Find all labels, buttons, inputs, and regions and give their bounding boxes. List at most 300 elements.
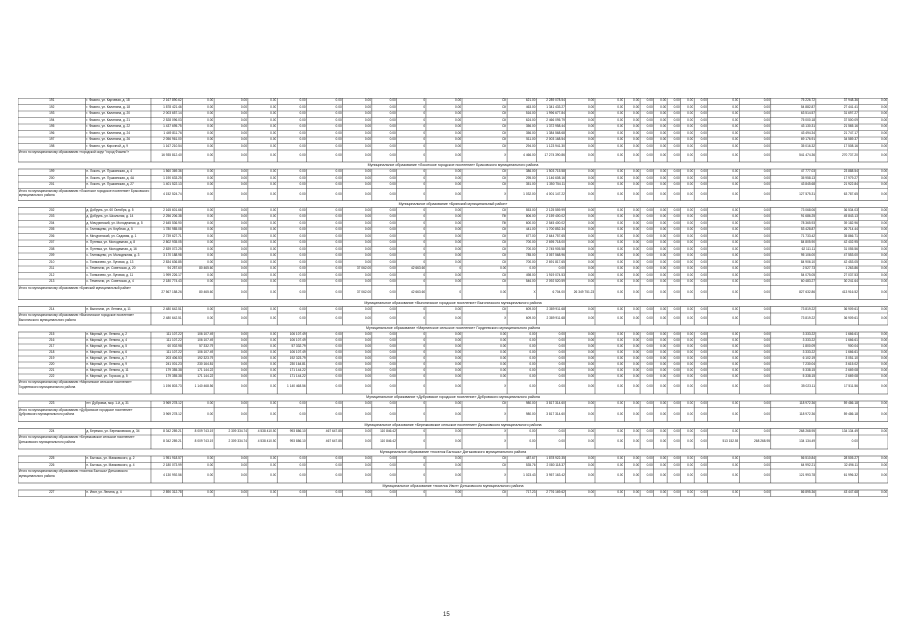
value-cell: 0.00	[646, 456, 653, 461]
value-cell: 0.00	[364, 401, 372, 406]
total-cell: 0.00	[633, 191, 640, 196]
value-cell: 0.00	[617, 272, 624, 277]
value-cell: 111 107.22	[166, 332, 182, 337]
address-cell: д. Добрунь, ул. 60 Октября, д. 5	[86, 207, 134, 212]
value-cell: 0.00	[660, 233, 667, 238]
total-cell: 0.00	[335, 411, 342, 416]
value-cell: 0.00	[587, 207, 595, 212]
value-cell: 0.00	[335, 182, 342, 187]
value-cell: 0.00	[454, 227, 462, 232]
total-cell: 127 575.31	[799, 191, 816, 196]
value-cell: 0.00	[335, 227, 342, 232]
value-cell: 0.00	[633, 456, 640, 461]
value-cell: 0.00	[207, 111, 214, 116]
value-cell: ПК	[502, 214, 507, 219]
row-number: 203	[49, 214, 55, 219]
value-cell: 0	[423, 259, 426, 264]
value-cell: 1 951 918.57	[163, 456, 182, 461]
value-cell: 0.00	[763, 428, 770, 433]
value-cell: 0.00	[646, 240, 653, 245]
value-cell: 0.00	[880, 124, 888, 129]
value-cell: 621.00	[525, 98, 536, 103]
value-cell: 0.00	[763, 456, 770, 461]
value-cell: 1 999 226.17	[163, 272, 182, 277]
value-cell: 0.00	[240, 246, 248, 251]
total-cell: 0.00	[646, 411, 653, 416]
total-cell: 35 023.11	[801, 384, 816, 389]
total-cell: 1 023.43	[523, 473, 536, 478]
value-cell: 0.00	[364, 332, 372, 337]
total-cell: 0.00	[763, 191, 770, 196]
value-cell: 0.00	[389, 272, 396, 277]
value-cell: 0.00	[617, 137, 624, 142]
value-cell: 0.00	[617, 350, 624, 355]
value-cell: 0.00	[732, 374, 739, 379]
row-number: 218	[49, 350, 55, 355]
total-cell: 0.00	[587, 473, 595, 478]
value-cell: 0.00	[529, 368, 536, 373]
value-cell: 0	[423, 344, 426, 349]
value-cell: 0.00	[240, 207, 248, 212]
value-cell: 5 338.15	[802, 368, 816, 373]
value-cell: 1 666.61	[845, 338, 858, 343]
value-cell: 0.00	[633, 362, 640, 367]
total-cell: 0.00	[240, 191, 248, 196]
value-cell: СК	[502, 246, 507, 251]
value-cell: 0.00	[673, 240, 680, 245]
value-cell: 0.00	[617, 428, 624, 433]
value-cell: 2 159 400.02	[546, 214, 565, 219]
row-number: 212	[49, 272, 55, 277]
value-cell: 0.00	[660, 137, 667, 142]
value-cell: 0.00	[587, 462, 595, 467]
value-cell: 386.00	[525, 169, 536, 174]
total-cell: 0.00	[673, 384, 680, 389]
value-cell: 21 565.16	[843, 124, 858, 129]
value-cell: 0.00	[617, 98, 624, 103]
row-number: 194	[49, 117, 55, 122]
value-cell: 53 428.87	[800, 227, 816, 232]
value-cell: 700.00	[525, 246, 536, 251]
total-cell: X	[504, 384, 507, 389]
total-cell: 0.00	[617, 439, 624, 444]
row-number: 202	[49, 207, 55, 212]
value-cell: 0.00	[732, 227, 739, 232]
value-cell: 0.00	[500, 356, 507, 361]
value-cell: 0.00	[633, 332, 640, 337]
value-cell: 806.00	[525, 214, 536, 219]
value-cell: 1 878 922.35	[546, 456, 565, 461]
value-cell: 0.00	[687, 462, 694, 467]
value-cell: 0	[423, 240, 426, 245]
value-cell: 0.00	[646, 220, 653, 225]
value-cell: 0.00	[732, 137, 739, 142]
value-cell: 111 107.22	[166, 350, 182, 355]
value-cell: 0	[423, 462, 426, 467]
value-cell: 0.00	[660, 456, 667, 461]
value-cell: 0.00	[633, 344, 640, 349]
value-cell: 0.00	[660, 124, 667, 129]
value-cell: 0.00	[763, 462, 770, 467]
value-cell: 0.00	[335, 111, 342, 116]
value-cell: 0.00	[673, 246, 680, 251]
value-cell: 0.00	[364, 175, 372, 180]
row-number: 220	[49, 362, 55, 367]
value-cell: 0.00	[763, 253, 770, 258]
value-cell: 0.00	[240, 259, 248, 264]
value-cell: 0.00	[270, 462, 277, 467]
row-number: 225	[49, 456, 55, 461]
value-cell: 0.00	[732, 356, 739, 361]
value-cell: 106 107.49	[197, 332, 214, 337]
address-cell: п. Мичуринский, ул. Садовая, д. 1	[86, 233, 137, 238]
value-cell: 2 180 774.43	[163, 279, 182, 284]
value-cell: 0.00	[732, 104, 739, 109]
address-cell: п. Мирный, ул. Ленина, д. 11	[86, 368, 129, 373]
value-cell: 0.00	[299, 227, 306, 232]
value-cell: 0.00	[673, 338, 680, 343]
value-cell: 0.00	[335, 462, 342, 467]
value-cell: 0.00	[617, 104, 624, 109]
value-cell: 0.00	[454, 279, 462, 284]
value-cell: 0.00	[299, 143, 306, 148]
value-cell: 0.00	[240, 332, 248, 337]
value-cell: 0.00	[207, 233, 214, 238]
value-cell: 0.00	[335, 368, 342, 373]
value-cell: 0.00	[763, 175, 770, 180]
value-cell: 2 669.08	[845, 374, 858, 379]
value-cell: 0	[459, 266, 462, 271]
total-cell: 1 196 803.73	[163, 384, 182, 389]
total-cell: 0.00	[454, 473, 462, 478]
value-cell: 0.00	[646, 182, 653, 187]
value-cell: 0.00	[389, 401, 396, 406]
value-cell: 54 882.87	[800, 104, 816, 109]
value-cell: 0	[423, 143, 426, 148]
value-cell: 0.00	[270, 233, 277, 238]
value-cell: 0.00	[732, 338, 739, 343]
value-cell: 0.00	[335, 350, 342, 355]
total-cell: X	[504, 191, 507, 196]
value-cell: 0.00	[673, 350, 680, 355]
value-cell: 0.00	[454, 344, 462, 349]
value-cell: 0.00	[587, 362, 595, 367]
address-cell: п. Ивот, ул. Ленина, д. 4	[86, 490, 122, 495]
total-cell: 0	[423, 316, 426, 321]
value-cell: 624.00	[525, 117, 536, 122]
value-cell: 0.00	[633, 124, 640, 129]
value-cell: 0.00	[364, 104, 372, 109]
total-cell: 0.00	[732, 191, 739, 196]
value-cell: 34 589.37	[843, 137, 858, 142]
value-cell: 0.00	[687, 246, 694, 251]
value-cell: 0	[423, 253, 426, 258]
value-cell: 45 843.13	[843, 214, 858, 219]
address-cell: с. Толмачево, ул. Луговая, д. 13	[86, 259, 134, 264]
value-cell: 0.00	[660, 338, 667, 343]
total-cell: 0.00	[660, 289, 667, 294]
value-cell: 2 739 627.71	[163, 233, 182, 238]
total-cell: 118 972.36	[799, 411, 816, 416]
address-cell: п. Локоть, ул. Пушкинская, д. 27	[86, 182, 134, 187]
address-cell: д. Мичуринский, ул. Молодежная, д. 5	[86, 220, 143, 225]
total-cell: 0.00	[880, 384, 888, 389]
value-cell: 0.00	[700, 362, 707, 367]
value-cell: 0	[423, 104, 426, 109]
value-cell: 0.00	[270, 104, 277, 109]
value-cell: 0.00	[335, 137, 342, 142]
row-number: 211	[49, 266, 55, 271]
value-cell: 0.00	[364, 111, 372, 116]
value-cell: 2 167 890.62	[163, 98, 182, 103]
value-cell: 0.00	[700, 207, 707, 212]
value-cell: 0.00	[673, 253, 680, 258]
address-cell: с. Толмачево, ул. Луговая, д. 11	[86, 272, 134, 277]
value-cell: 1 384 568.68	[546, 130, 565, 135]
value-cell: 0.00	[389, 130, 396, 135]
address-cell: п. Локоть, ул. Пушкинская, д. 4	[86, 169, 133, 174]
value-cell: 0.00	[500, 338, 507, 343]
value-cell: 0.00	[207, 207, 214, 212]
total-cell: 0.00	[558, 384, 565, 389]
value-cell: 78 365.93	[800, 220, 816, 225]
value-cell: 0.00	[529, 350, 536, 355]
value-cell: 0.00	[270, 111, 277, 116]
value-cell: 0.00	[763, 98, 770, 103]
value-cell: 0	[423, 456, 426, 461]
value-cell: 700.00	[525, 240, 536, 245]
value-cell: 717.23	[525, 490, 536, 495]
value-cell: 94 257.60	[167, 266, 182, 271]
value-cell: 73 819.22	[800, 306, 816, 311]
value-cell: 0.00	[587, 306, 595, 311]
value-cell: 0.00	[389, 350, 396, 355]
value-cell: 37 062.00	[356, 266, 372, 271]
address-cell: п. Путевка, ул. Молодежная, д. 8	[86, 240, 135, 245]
value-cell: 0.00	[646, 350, 653, 355]
total-cell: 0.00	[646, 191, 653, 196]
total-cell: 0.00	[240, 153, 248, 158]
value-cell: 0.00	[763, 169, 770, 174]
value-cell: 0.00	[389, 175, 396, 180]
value-cell: 0.00	[299, 130, 306, 135]
value-cell: 0.00	[646, 259, 653, 264]
value-cell: 1 700 852.34	[546, 227, 565, 232]
total-cell: 26 349 751.23	[573, 289, 595, 294]
value-cell: 0.00	[687, 111, 694, 116]
value-cell: 0.00	[207, 490, 214, 495]
value-cell: 106 107.49	[289, 338, 306, 343]
value-cell: 0.00	[633, 104, 640, 109]
value-cell: 0.00	[880, 338, 888, 343]
value-cell: 0.00	[389, 124, 396, 129]
total-cell: 0.00	[454, 316, 462, 321]
total-cell: 0.00	[364, 439, 372, 444]
value-cell: 43 130.31	[800, 124, 816, 129]
value-cell: 0.00	[633, 428, 640, 433]
value-cell: 0.00	[454, 338, 462, 343]
value-cell: 0.00	[700, 490, 707, 495]
value-cell: 1 401 522.13	[163, 182, 182, 187]
value-cell: 0.00	[389, 220, 396, 225]
value-cell: СК	[502, 456, 507, 461]
value-cell: 0.00	[587, 259, 595, 264]
value-cell: 0.00	[299, 490, 306, 495]
row-number: 192	[49, 104, 55, 109]
value-cell: СК	[502, 104, 507, 109]
total-cell: 0.00	[364, 473, 372, 478]
value-cell: 0.00	[335, 246, 342, 251]
value-cell: 0.00	[673, 272, 680, 277]
value-cell: 0.00	[389, 332, 396, 337]
value-cell: 0.00	[673, 143, 680, 148]
total-cell: 0	[423, 153, 426, 158]
total-row-label: Итого по муниципальному образованию «Дубровское городское поселение» Дубровского муниципального района	[18, 407, 133, 417]
total-cell: 0.00	[687, 439, 694, 444]
total-cell: 3 817 314.60	[546, 411, 565, 416]
value-cell: 0.00	[364, 350, 372, 355]
value-cell: 0	[423, 428, 426, 433]
value-cell: СК	[502, 259, 507, 264]
value-cell: 3 615.02	[845, 362, 858, 367]
value-cell: 0.00	[240, 175, 248, 180]
value-cell: 0.00	[270, 374, 277, 379]
value-cell: 0.00	[732, 350, 739, 355]
total-cell: X	[504, 473, 507, 478]
value-cell: 0.00	[270, 182, 277, 187]
value-cell: 0.00	[529, 362, 536, 367]
value-cell: 0.00	[700, 98, 707, 103]
total-cell: 0.00	[335, 289, 342, 294]
value-cell: 0.00	[646, 143, 653, 148]
value-cell: 0.00	[364, 456, 372, 461]
value-cell: 0.00	[299, 111, 306, 116]
value-cell: 91 686.25	[800, 214, 816, 219]
value-cell: 5 338.15	[802, 374, 816, 379]
value-cell: 0.00	[364, 490, 372, 495]
value-cell: 0.00	[500, 266, 507, 271]
value-cell: 0	[423, 246, 426, 251]
value-cell: 0.00	[240, 253, 248, 258]
total-cell: 0.00	[207, 191, 214, 196]
value-cell: 0.00	[673, 137, 680, 142]
value-cell: 36 909.61	[843, 306, 858, 311]
value-cell: 1 341 433.27	[546, 104, 565, 109]
value-cell: 0.00	[529, 338, 536, 343]
value-cell: 0.00	[335, 374, 342, 379]
value-cell: 0.00	[646, 344, 653, 349]
value-cell: 0.00	[454, 332, 462, 337]
value-cell: 0.00	[587, 350, 595, 355]
value-cell: 0.00	[732, 233, 739, 238]
total-cell: 0.00	[687, 473, 694, 478]
value-cell: 0.00	[763, 246, 770, 251]
value-cell: 0.00	[660, 401, 667, 406]
total-cell: 541 474.36	[799, 153, 816, 158]
value-cell: 192 323.79	[197, 356, 214, 361]
value-cell: 0.00	[673, 124, 680, 129]
value-cell: 0.00	[687, 227, 694, 232]
value-cell: 0.00	[700, 253, 707, 258]
value-cell: 0.00	[617, 462, 624, 467]
value-cell: 0.00	[389, 246, 396, 251]
value-cell: 0.00	[880, 356, 888, 361]
value-cell: 0.00	[763, 137, 770, 142]
value-cell: 171 144.22	[197, 368, 214, 373]
value-cell: 0.00	[660, 350, 667, 355]
total-cell: 17 511.56	[843, 384, 858, 389]
value-cell: 0.00	[240, 401, 248, 406]
total-cell: 0.00	[633, 289, 640, 294]
value-cell: 75 226.72	[800, 98, 816, 103]
address-cell: г. Фокино, ул. Калинина, д. 24	[86, 130, 131, 135]
total-cell: 0.00	[732, 473, 739, 478]
value-cell: 0.00	[673, 401, 680, 406]
total-cell: 0.00	[646, 316, 653, 321]
value-cell: 106 107.49	[197, 350, 214, 355]
value-cell: 3 051.10	[845, 356, 858, 361]
value-cell: 0.00	[660, 332, 667, 337]
value-cell: 0.00	[732, 462, 739, 467]
value-cell: 0.00	[240, 124, 248, 129]
value-cell: 0.00	[500, 374, 507, 379]
value-cell: 0.00	[700, 332, 707, 337]
value-cell: 0.00	[646, 356, 653, 361]
value-cell: 0.00	[335, 401, 342, 406]
value-cell: 0.00	[454, 350, 462, 355]
total-cell: 0	[423, 384, 426, 389]
value-cell: 535.76	[525, 462, 536, 467]
total-cell: 0.00	[687, 411, 694, 416]
value-cell: 0	[423, 306, 426, 311]
total-cell: 0.00	[389, 153, 396, 158]
value-cell: 0.00	[687, 130, 694, 135]
value-cell: 0.00	[880, 462, 888, 467]
value-cell: 0.00	[454, 124, 462, 129]
total-cell: 0.00	[763, 384, 770, 389]
value-cell: СК	[502, 401, 507, 406]
value-cell: 0.00	[700, 272, 707, 277]
value-cell: 0.00	[732, 98, 739, 103]
value-cell: 0.00	[732, 428, 739, 433]
value-cell: 0.00	[558, 350, 565, 355]
value-cell: 39 182.96	[843, 220, 858, 225]
value-cell: 0.00	[389, 344, 396, 349]
row-number: 196	[49, 130, 55, 135]
value-cell: 0.00	[687, 332, 694, 337]
value-cell: 64 992.21	[800, 462, 816, 467]
value-cell: 0.00	[633, 368, 640, 373]
value-cell: 0.00	[299, 220, 306, 225]
value-cell: 0.00	[270, 214, 277, 219]
value-cell: 0.00	[687, 182, 694, 187]
value-cell: 0.00	[687, 169, 694, 174]
value-cell: 2 545 400.02	[546, 220, 565, 225]
value-cell: 0.00	[646, 490, 653, 495]
value-cell: 0.00	[660, 169, 667, 174]
total-cell: 0.00	[673, 289, 680, 294]
value-cell: 84 906.10	[800, 259, 816, 264]
value-cell: 0.00	[454, 220, 462, 225]
value-cell: 171 144.22	[289, 374, 306, 379]
value-cell: 2 644 757.65	[546, 233, 565, 238]
value-cell: 0.00	[732, 259, 739, 264]
value-cell: 785.00	[525, 253, 536, 258]
value-cell: 0.00	[454, 246, 462, 251]
value-cell: 8 342 289.21	[163, 428, 182, 433]
total-cell: 0.00	[617, 473, 624, 478]
total-cell: 0	[423, 473, 426, 478]
